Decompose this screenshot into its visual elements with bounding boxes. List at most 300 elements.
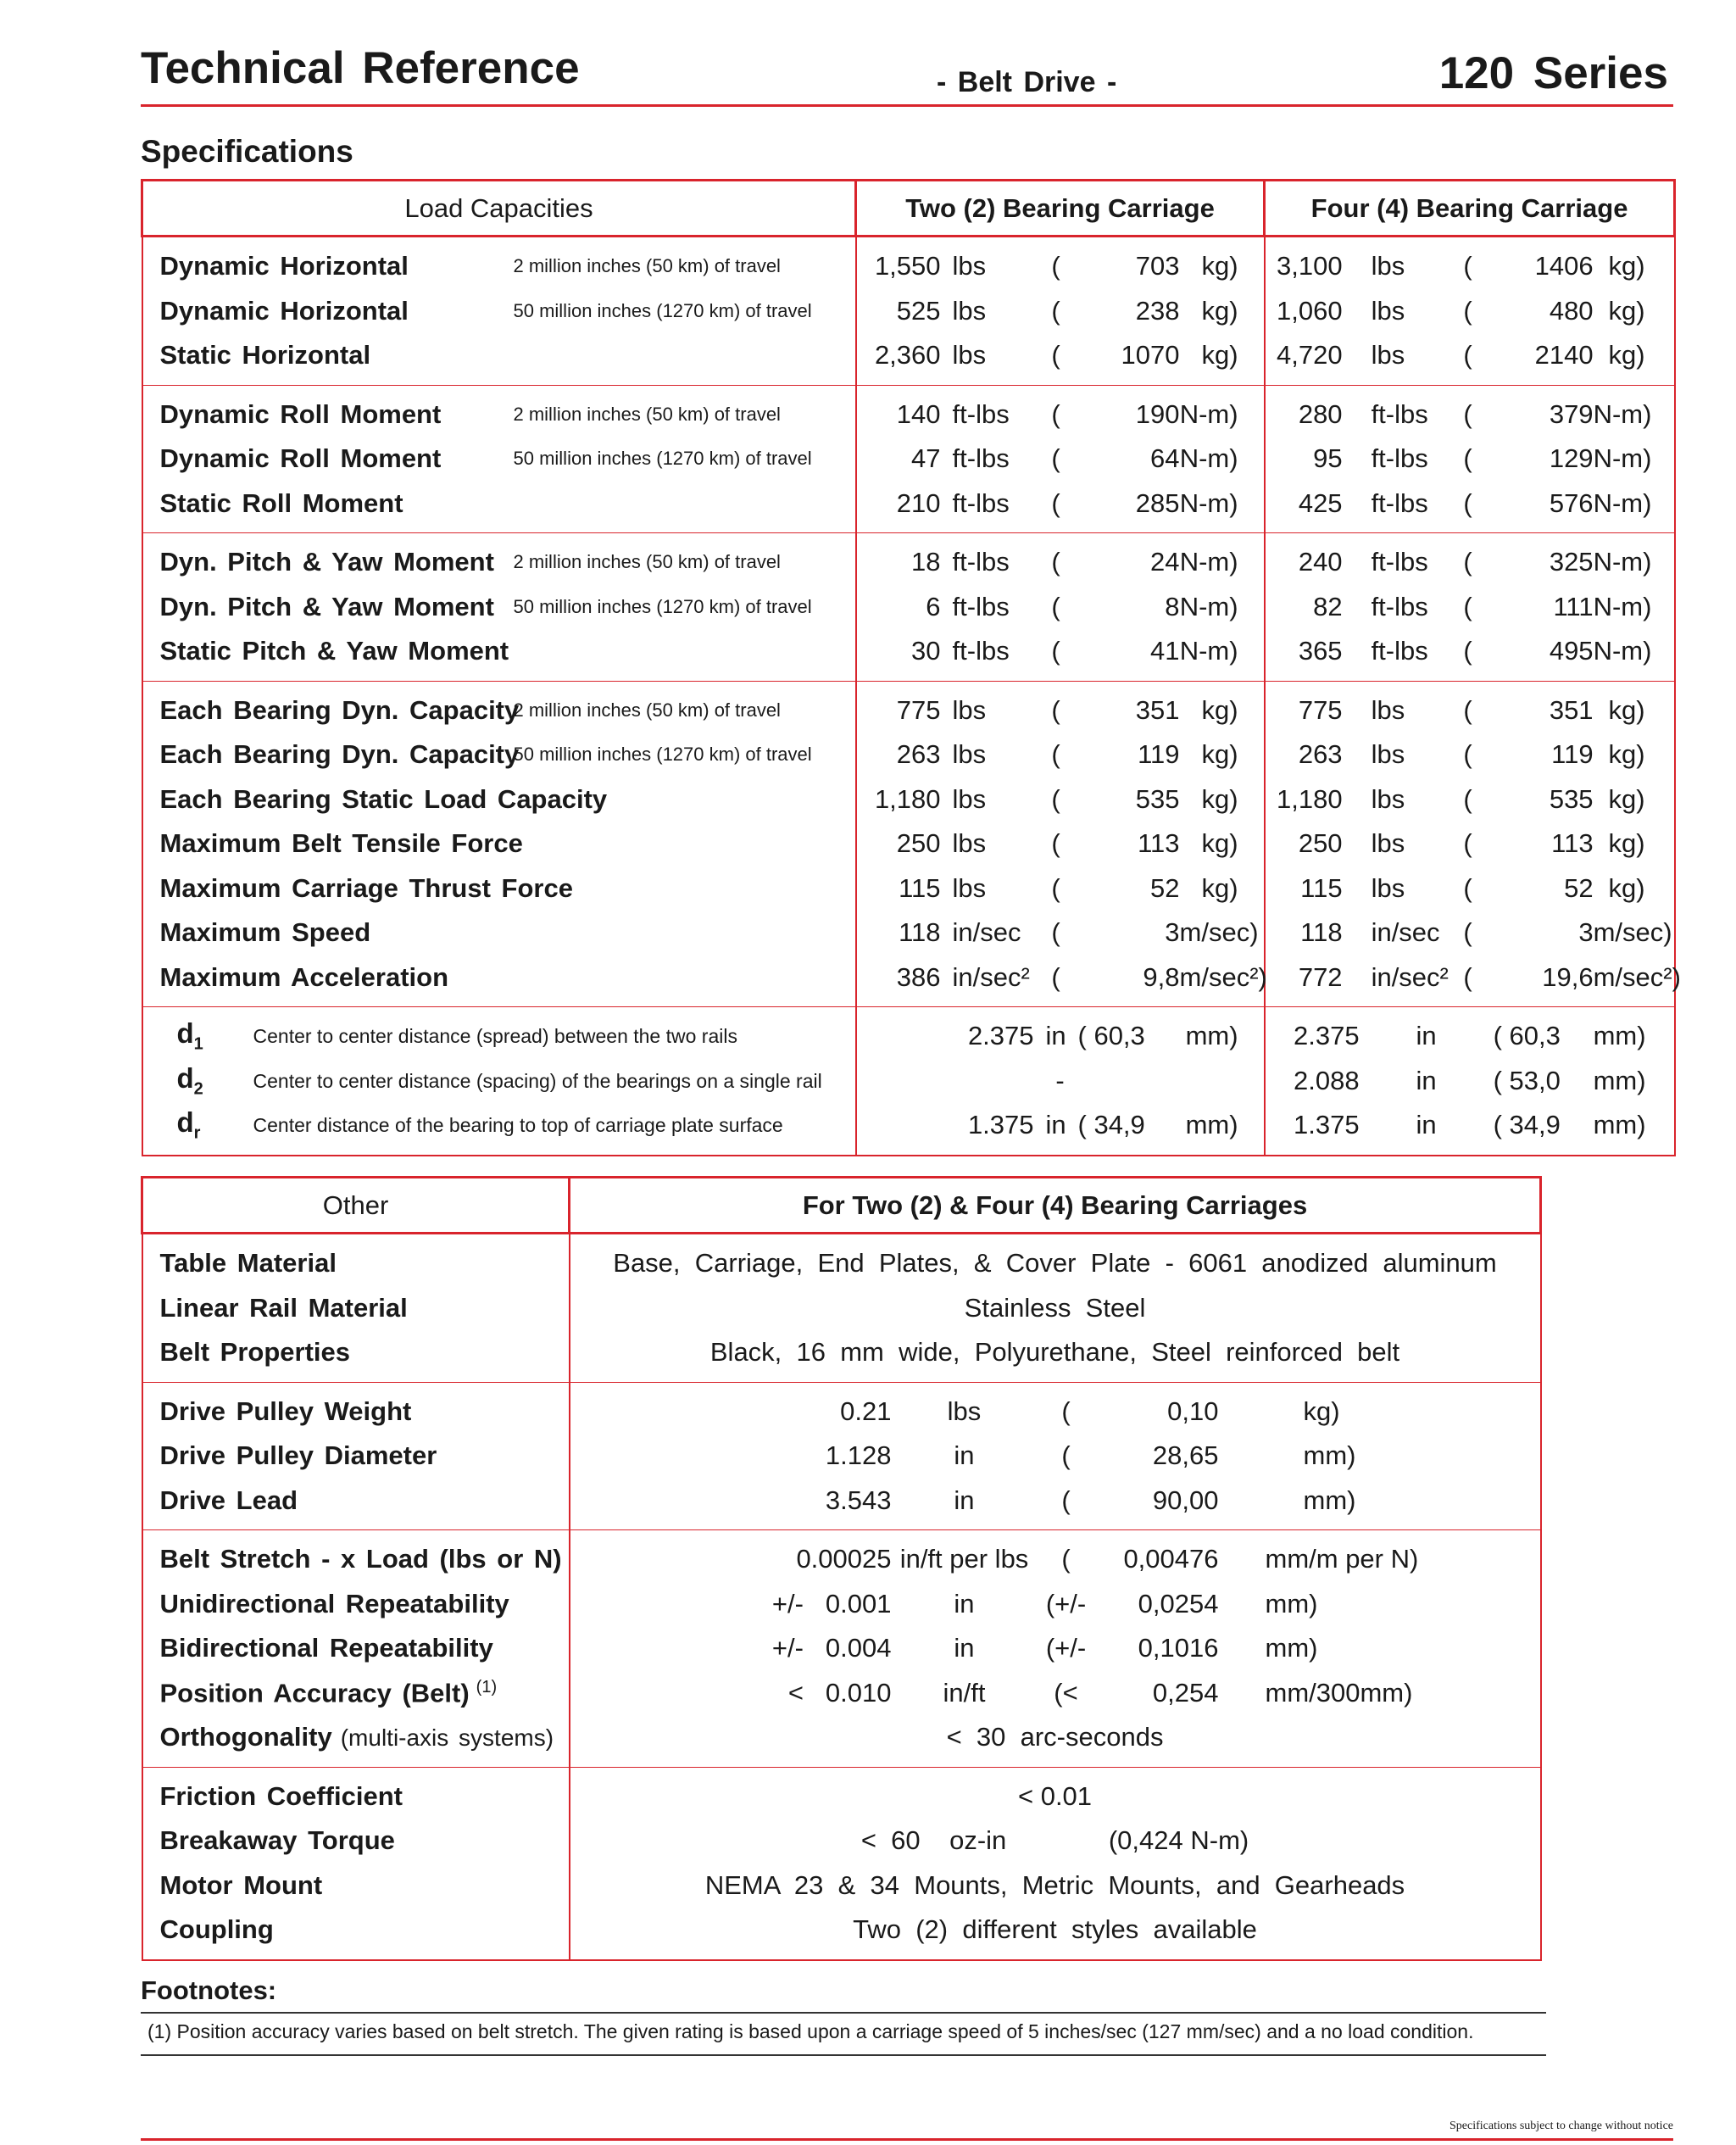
- other-spec-value: Base, Carriage, End Plates, & Cover Plate - 6061 anodized aluminum: [570, 1234, 1541, 1286]
- paren: (+/-: [1045, 1633, 1087, 1663]
- spec-label: Dyn. Pitch & Yaw Moment: [142, 533, 514, 585]
- spec-label: Dynamic Horizontal: [159, 295, 409, 326]
- paren: (: [1051, 961, 1060, 992]
- spec-travel-note: 50 million inches (1270 km) of travel: [513, 744, 812, 766]
- other-spec-label-cell: [142, 1864, 570, 1908]
- four-bearing-unit: lbs: [1371, 828, 1405, 859]
- four-bearing-metric-value: 119: [1551, 739, 1594, 770]
- other-spec-row: [142, 1767, 1541, 1819]
- other-spec-value: < 30 arc-seconds: [570, 1715, 1541, 1767]
- other-spec-label-cell: [142, 1530, 570, 1582]
- dimension-symbol: [160, 1062, 253, 1100]
- two-bearing-unit: in/sec: [952, 917, 1021, 948]
- four-bearing-metric-unit: kg): [1608, 739, 1645, 770]
- dimension-description: Center distance of the bearing to top of carriage plate surface: [253, 1114, 783, 1137]
- two-bearing-metric-value: 8: [1165, 591, 1180, 621]
- four-bearing-metric-unit: N-m): [1594, 385, 1675, 437]
- metric-value: 0,10: [1100, 1382, 1227, 1434]
- two-bearing-value: 1,550: [856, 237, 941, 289]
- spec-row: [142, 911, 1675, 956]
- two-bearing-value: 30: [856, 629, 941, 681]
- paren: (: [1443, 237, 1494, 289]
- metric-unit: mm/m per N): [1227, 1530, 1541, 1582]
- other-spec-label: Drive Pulley Weight: [159, 1396, 412, 1426]
- two-bearing-unit: lbs: [952, 828, 987, 859]
- imperial-value: 0.010: [825, 1677, 892, 1708]
- four-bearing-metric-unit: N-m): [1593, 591, 1652, 621]
- dimension-letter: d: [176, 1106, 194, 1139]
- other-spec-label: Belt Stretch - x Load (lbs or N): [159, 1544, 562, 1574]
- two-bearing-dimension-metric-unit: mm): [1180, 1007, 1265, 1059]
- other-specs-body: [142, 1234, 1541, 1960]
- spec-travel-note: [514, 482, 856, 533]
- four-bearing-unit: lbs: [1371, 872, 1405, 903]
- four-bearing-metric-unit: m/sec): [1593, 917, 1672, 948]
- four-bearing-dimension: 1.375: [1265, 1103, 1360, 1156]
- four-bearing-value: 1,060: [1265, 289, 1360, 334]
- two-bearing-dimension-metric: ( 60,3: [1078, 1007, 1180, 1059]
- two-bearing-unit: ft-lbs: [952, 488, 1010, 518]
- two-bearing-metric-unit: N-m): [1180, 533, 1265, 585]
- metric-unit: mm/300mm): [1265, 1677, 1413, 1708]
- other-spec-row: [142, 1286, 1541, 1331]
- two-bearing-metric-unit: m/sec): [1179, 917, 1259, 948]
- two-bearing-unit: ft-lbs: [952, 591, 1010, 621]
- spec-label: Maximum Speed: [159, 917, 371, 948]
- other-spec-row: [142, 1864, 1541, 1908]
- paren: (: [1034, 533, 1078, 585]
- four-bearing-unit: ft-lbs: [1371, 636, 1428, 666]
- two-bearing-metric-value: 113: [1138, 828, 1180, 859]
- spec-label: Each Bearing Dyn. Capacity: [142, 681, 514, 733]
- value-prefix: <: [787, 1677, 804, 1708]
- other-spec-row: [142, 1434, 1541, 1479]
- paren: (: [1051, 828, 1060, 859]
- other-spec-value: [570, 1530, 897, 1582]
- four-bearing-metric-value: 495: [1549, 636, 1594, 666]
- two-bearing-metric-value: 52: [1150, 872, 1180, 903]
- four-bearing-metric-value: 129: [1549, 443, 1594, 474]
- other-spec-value: NEMA 23 & 34 Mounts, Metric Mounts, and Gearheads: [570, 1864, 1541, 1908]
- section-title: Specifications: [141, 134, 353, 169]
- not-applicable-dash: -: [856, 1059, 1265, 1104]
- other-spec-label: Drive Pulley Diameter: [159, 1440, 437, 1471]
- paren: (: [1463, 872, 1472, 903]
- imperial-unit: in: [954, 1485, 975, 1515]
- four-bearing-dimension-metric: ( 34,9: [1493, 1110, 1561, 1140]
- two-bearing-unit: ft-lbs: [952, 443, 1010, 474]
- paren: (: [1463, 295, 1472, 326]
- other-spec-value: Black, 16 mm wide, Polyurethane, Steel reinforced belt: [570, 1330, 1541, 1382]
- spec-row: [142, 437, 1675, 482]
- other-specs-table: [141, 1176, 1542, 1961]
- spec-label: Dynamic Roll Moment: [142, 385, 514, 437]
- two-bearing-unit: lbs: [952, 783, 987, 814]
- spec-row: [142, 482, 1675, 533]
- two-bearing-metric-value: 3: [1165, 917, 1180, 948]
- spec-label: Static Roll Moment: [159, 488, 403, 518]
- other-spec-row: [142, 1582, 1541, 1627]
- two-bearing-value: 47: [856, 437, 941, 482]
- other-header: Other: [142, 1178, 570, 1234]
- four-bearing-dimension: 2.375: [1265, 1007, 1360, 1059]
- footnote-rule-bottom: [141, 2054, 1546, 2056]
- two-bearing-metric-unit: m/sec²): [1179, 961, 1267, 992]
- other-spec-label: Drive Lead: [159, 1485, 298, 1515]
- paren: (: [1463, 591, 1472, 621]
- four-bearing-metric-value: 52: [1564, 872, 1594, 903]
- other-spec-row: [142, 1671, 1541, 1716]
- two-bearing-dimension-unit: in: [1034, 1007, 1078, 1059]
- dimension-row: [142, 1103, 1675, 1156]
- four-bearing-metric-value: 2140: [1534, 340, 1594, 370]
- dimension-label-cell: [142, 1007, 856, 1059]
- four-bearing-unit: lbs: [1360, 681, 1443, 733]
- metric-unit: mm): [1265, 1633, 1318, 1663]
- two-bearing-value: 525: [856, 289, 941, 334]
- load-capacities-table: [141, 179, 1681, 1156]
- other-spec-label-cell: [142, 1434, 570, 1479]
- two-bearing-metric-value: 24: [1078, 533, 1180, 585]
- four-bearing-dimension-metric: ( 53,0: [1493, 1065, 1561, 1095]
- four-bearing-unit: ft-lbs: [1360, 385, 1443, 437]
- four-bearing-dimension-unit: in: [1360, 1007, 1494, 1059]
- four-bearing-dimension: 2.088: [1265, 1059, 1360, 1104]
- four-bearing-value: 240: [1265, 533, 1360, 585]
- four-bearing-value: 280: [1265, 385, 1360, 437]
- paren: (: [1463, 636, 1472, 666]
- spec-label: Each Bearing Dyn. Capacity: [159, 739, 520, 770]
- other-spec-value: Stainless Steel: [570, 1286, 1541, 1331]
- spec-row: [142, 681, 1675, 733]
- spec-row: [142, 777, 1675, 822]
- spec-label: Maximum Acceleration: [159, 961, 449, 992]
- four-bearing-metric-unit: kg): [1608, 340, 1645, 370]
- dimension-letter: d: [176, 1017, 194, 1050]
- imperial-value: 0.00025: [796, 1544, 892, 1574]
- four-bearing-metric-unit: N-m): [1593, 636, 1652, 666]
- paren: (: [1463, 828, 1472, 859]
- metric-unit: mm): [1265, 1588, 1318, 1618]
- two-bearing-metric-value: 190: [1078, 385, 1180, 437]
- carriages-header: For Two (2) & Four (4) Bearing Carriages: [570, 1178, 1541, 1234]
- value-prefix: +/-: [771, 1588, 804, 1618]
- other-spec-value: [570, 1671, 897, 1716]
- two-bearing-unit: ft-lbs: [952, 636, 1010, 666]
- paren: (: [1051, 917, 1060, 948]
- two-bearing-value: 140: [856, 385, 941, 437]
- two-bearing-value: 6: [856, 585, 941, 630]
- two-bearing-metric-value: 285: [1135, 488, 1180, 518]
- spec-row: [142, 385, 1675, 437]
- footer-note: Specifications subject to change without notice: [1449, 2120, 1673, 2132]
- four-bearing-metric-unit: kg): [1608, 295, 1645, 326]
- four-bearing-dimension-metric: ( 60,3: [1494, 1007, 1594, 1059]
- other-spec-value: < 60 oz-in (0,424 N-m): [570, 1819, 1541, 1864]
- paren: (: [1463, 961, 1472, 992]
- document-subtitle: - Belt Drive -: [937, 66, 1117, 98]
- other-spec-label-cell: [142, 1479, 570, 1530]
- other-spec-value: Two (2) different styles available: [570, 1908, 1541, 1960]
- other-spec-label-cell: [142, 1234, 570, 1286]
- two-bearing-metric-value: 238: [1135, 295, 1180, 326]
- metric-value: 0,00476: [1100, 1530, 1227, 1582]
- other-spec-label: Linear Rail Material: [159, 1292, 408, 1323]
- load-capacities-body: [142, 237, 1681, 1156]
- two-bearing-metric-unit: kg): [1201, 739, 1238, 770]
- four-bearing-metric-unit: N-m): [1594, 533, 1675, 585]
- spec-row: [142, 585, 1675, 630]
- imperial-unit: in/ft: [943, 1677, 986, 1708]
- metric-value: 28,65: [1152, 1440, 1219, 1471]
- imperial-unit: in: [954, 1440, 975, 1471]
- other-spec-row: [142, 1819, 1541, 1864]
- four-bearing-value: 115: [1265, 866, 1360, 911]
- other-spec-label-cell: [142, 1671, 570, 1716]
- four-bearing-dimension-metric-unit: mm): [1594, 1007, 1675, 1059]
- four-bearing-value: 775: [1265, 681, 1360, 733]
- paren: (: [1051, 295, 1060, 326]
- other-spec-value: [570, 1382, 897, 1434]
- two-bearing-header: Two (2) Bearing Carriage: [856, 181, 1265, 237]
- four-bearing-metric-value: 111: [1553, 591, 1594, 621]
- spec-row: [142, 733, 1675, 777]
- two-bearing-metric-unit: kg): [1201, 828, 1238, 859]
- spec-label: Static Horizontal: [159, 340, 371, 370]
- other-spec-value: < 0.01: [570, 1767, 1541, 1819]
- dimension-description: Center to center distance (spacing) of the bearings on a single rail: [253, 1069, 822, 1092]
- paren: (: [1051, 591, 1060, 621]
- two-bearing-unit: lbs: [952, 872, 987, 903]
- footnote-text: (1) Position accuracy varies based on belt stretch. The given rating is based upon a carriage speed of 5 inches/sec (127 mm/sec) and a no load condition.: [147, 2020, 1474, 2042]
- two-bearing-dimension-metric: ( 34,9: [1077, 1110, 1145, 1140]
- four-bearing-metric-unit: kg): [1608, 828, 1645, 859]
- two-bearing-metric-unit: N-m): [1179, 443, 1238, 474]
- other-spec-label-cell: [142, 1582, 570, 1627]
- four-bearing-unit: lbs: [1371, 739, 1405, 770]
- other-spec-label: Coupling: [159, 1914, 274, 1945]
- other-spec-label-cell: [142, 1908, 570, 1960]
- dimension-label-cell: [142, 1103, 856, 1156]
- spec-travel-note: [514, 911, 856, 956]
- paren: (: [1443, 681, 1494, 733]
- other-spec-row: [142, 1234, 1541, 1286]
- other-spec-label-cell: [142, 1767, 570, 1819]
- metric-unit: mm): [1303, 1440, 1356, 1471]
- spec-row: [142, 629, 1675, 681]
- spec-travel-note: [514, 629, 856, 681]
- two-bearing-metric-unit: N-m): [1179, 591, 1238, 621]
- four-bearing-unit: lbs: [1371, 295, 1405, 326]
- paren: (: [1051, 443, 1060, 474]
- paren: (: [1463, 340, 1472, 370]
- paren: (: [1463, 443, 1472, 474]
- other-spec-row: [142, 1530, 1541, 1582]
- four-bearing-unit: ft-lbs: [1371, 488, 1428, 518]
- paren: (: [1051, 488, 1060, 518]
- four-bearing-metric-unit: kg): [1608, 872, 1645, 903]
- four-bearing-metric-value: 113: [1551, 828, 1594, 859]
- other-spec-label-cell: [142, 1286, 570, 1331]
- paren: (: [1034, 385, 1078, 437]
- two-bearing-metric-value: 535: [1135, 783, 1180, 814]
- two-bearing-metric-unit: N-m): [1179, 636, 1238, 666]
- value-prefix: +/-: [771, 1633, 804, 1663]
- other-spec-label-cell: [142, 1819, 570, 1864]
- two-bearing-dimension-unit: in: [1045, 1110, 1066, 1140]
- spec-label: Dynamic Roll Moment: [159, 443, 442, 474]
- two-bearing-metric-value: 64: [1150, 443, 1180, 474]
- two-bearing-metric-value: 41: [1150, 636, 1180, 666]
- spec-label: Static Pitch & Yaw Moment: [159, 636, 509, 666]
- other-spec-label: Orthogonality: [159, 1722, 332, 1752]
- spec-label: Dyn. Pitch & Yaw Moment: [159, 591, 494, 621]
- two-bearing-value: 775: [856, 681, 941, 733]
- paren: (<: [1054, 1677, 1078, 1708]
- four-bearing-value: 772: [1265, 956, 1360, 1007]
- two-bearing-metric-unit: kg): [1180, 237, 1265, 289]
- spec-label: Dynamic Horizontal: [142, 237, 514, 289]
- other-spec-row: [142, 1908, 1541, 1960]
- two-bearing-value: 210: [856, 482, 941, 533]
- other-spec-row: [142, 1330, 1541, 1382]
- header-rule: [141, 104, 1673, 107]
- spec-travel-note: 50 million inches (1270 km) of travel: [513, 448, 812, 470]
- other-spec-row: [142, 1715, 1541, 1767]
- paren: (: [1051, 783, 1060, 814]
- other-spec-label: Belt Properties: [159, 1337, 351, 1368]
- two-bearing-unit: lbs: [941, 681, 1034, 733]
- spec-row: [142, 289, 1675, 334]
- other-spec-label-note: (multi-axis systems): [340, 1724, 554, 1752]
- four-bearing-dimension-unit: in: [1416, 1065, 1437, 1095]
- load-capacities-header: Load Capacities: [142, 181, 856, 237]
- two-bearing-unit: lbs: [952, 739, 987, 770]
- four-bearing-metric-unit: kg): [1594, 681, 1675, 733]
- paren: (: [1443, 533, 1494, 585]
- four-bearing-unit: in/sec: [1371, 917, 1440, 948]
- dimension-subscript: 2: [193, 1079, 203, 1099]
- four-bearing-unit: ft-lbs: [1371, 591, 1428, 621]
- series-label: 120 Series: [1438, 48, 1668, 98]
- other-spec-value: [570, 1434, 897, 1479]
- spec-label: Each Bearing Static Load Capacity: [159, 783, 608, 814]
- four-bearing-metric-value: 325: [1494, 533, 1594, 585]
- other-spec-label-cell: [142, 1715, 570, 1767]
- spec-travel-note: [514, 333, 856, 385]
- footer-rule: [141, 2138, 1673, 2141]
- four-bearing-unit: lbs: [1371, 783, 1405, 814]
- four-bearing-value: 365: [1265, 629, 1360, 681]
- paren: (: [1463, 917, 1472, 948]
- dimension-subscript: 1: [193, 1035, 203, 1055]
- spec-label: Maximum Belt Tensile Force: [159, 828, 523, 859]
- paren: (: [1463, 488, 1472, 518]
- four-bearing-metric-value: 3: [1578, 917, 1594, 948]
- four-bearing-metric-value: 1406: [1494, 237, 1594, 289]
- two-bearing-metric-unit: N-m): [1180, 385, 1265, 437]
- four-bearing-metric-unit: N-m): [1593, 488, 1652, 518]
- spec-travel-note: 2 million inches (50 km) of travel: [514, 237, 856, 289]
- imperial-value: 0.004: [825, 1633, 892, 1663]
- four-bearing-value: 1,180: [1265, 777, 1360, 822]
- spec-travel-note: 2 million inches (50 km) of travel: [514, 385, 856, 437]
- dimension-row: [142, 1059, 1675, 1104]
- four-bearing-value: 263: [1265, 733, 1360, 777]
- spec-label: Maximum Carriage Thrust Force: [159, 872, 573, 903]
- other-spec-label: Unidirectional Repeatability: [159, 1588, 509, 1618]
- two-bearing-value: 118: [856, 911, 941, 956]
- two-bearing-value: 2,360: [856, 333, 941, 385]
- spec-travel-note: 2 million inches (50 km) of travel: [514, 533, 856, 585]
- spec-row: [142, 866, 1675, 911]
- metric-unit: kg): [1227, 1382, 1541, 1434]
- paren: (: [1061, 1440, 1071, 1471]
- footnote-marker: (1): [476, 1677, 498, 1696]
- two-bearing-value: 115: [856, 866, 941, 911]
- imperial-value: 3.543: [825, 1485, 892, 1515]
- spec-row: [142, 237, 1675, 289]
- two-bearing-metric-unit: kg): [1201, 340, 1238, 370]
- spec-travel-note: 50 million inches (1270 km) of travel: [513, 299, 812, 321]
- paren: (: [1463, 783, 1472, 814]
- four-bearing-metric-unit: m/sec²): [1593, 961, 1681, 992]
- two-bearing-metric-value: 351: [1078, 681, 1180, 733]
- four-bearing-value: 250: [1265, 822, 1360, 866]
- dimension-label-cell: [142, 1059, 856, 1104]
- two-bearing-value: 1,180: [856, 777, 941, 822]
- other-spec-label: Position Accuracy (Belt): [159, 1677, 470, 1708]
- two-bearing-dimension: 2.375: [856, 1007, 1034, 1059]
- imperial-unit: lbs: [897, 1382, 1032, 1434]
- document-title: Technical Reference: [141, 43, 580, 93]
- metric-value: 0,1016: [1138, 1633, 1219, 1663]
- spec-row: [142, 333, 1675, 385]
- imperial-value: 0.21: [840, 1396, 892, 1426]
- imperial-value: 1.128: [825, 1440, 892, 1471]
- other-spec-value: [570, 1582, 897, 1627]
- other-spec-label: Motor Mount: [159, 1869, 323, 1900]
- four-bearing-value: 82: [1265, 585, 1360, 630]
- imperial-unit: in: [954, 1588, 975, 1618]
- two-bearing-unit: lbs: [941, 237, 1034, 289]
- imperial-unit: in/ft per lbs: [897, 1530, 1032, 1582]
- four-bearing-value: 118: [1265, 911, 1360, 956]
- four-bearing-unit: lbs: [1360, 237, 1443, 289]
- spec-travel-note: 2 million inches (50 km) of travel: [514, 681, 856, 733]
- spec-travel-note: [514, 956, 856, 1007]
- other-spec-label: Breakaway Torque: [159, 1825, 395, 1856]
- paren: (: [1051, 872, 1060, 903]
- two-bearing-metric-value: 1070: [1121, 340, 1180, 370]
- imperial-value: 0.001: [825, 1588, 892, 1618]
- four-bearing-metric-unit: N-m): [1593, 443, 1652, 474]
- paren: (: [1034, 681, 1078, 733]
- four-bearing-value: 4,720: [1265, 333, 1360, 385]
- two-bearing-metric-unit: kg): [1201, 872, 1238, 903]
- four-bearing-dimension-metric-unit: mm): [1593, 1110, 1646, 1140]
- other-spec-row: [142, 1626, 1541, 1671]
- four-bearing-metric-value: 379: [1494, 385, 1594, 437]
- four-bearing-header: Four (4) Bearing Carriage: [1265, 181, 1675, 237]
- two-bearing-unit: ft-lbs: [941, 533, 1034, 585]
- two-bearing-metric-unit: N-m): [1179, 488, 1238, 518]
- four-bearing-value: 425: [1265, 482, 1360, 533]
- four-bearing-metric-value: 480: [1549, 295, 1594, 326]
- two-bearing-metric-unit: kg): [1201, 295, 1238, 326]
- other-spec-label-cell: [142, 1330, 570, 1382]
- four-bearing-unit: in/sec²: [1371, 961, 1449, 992]
